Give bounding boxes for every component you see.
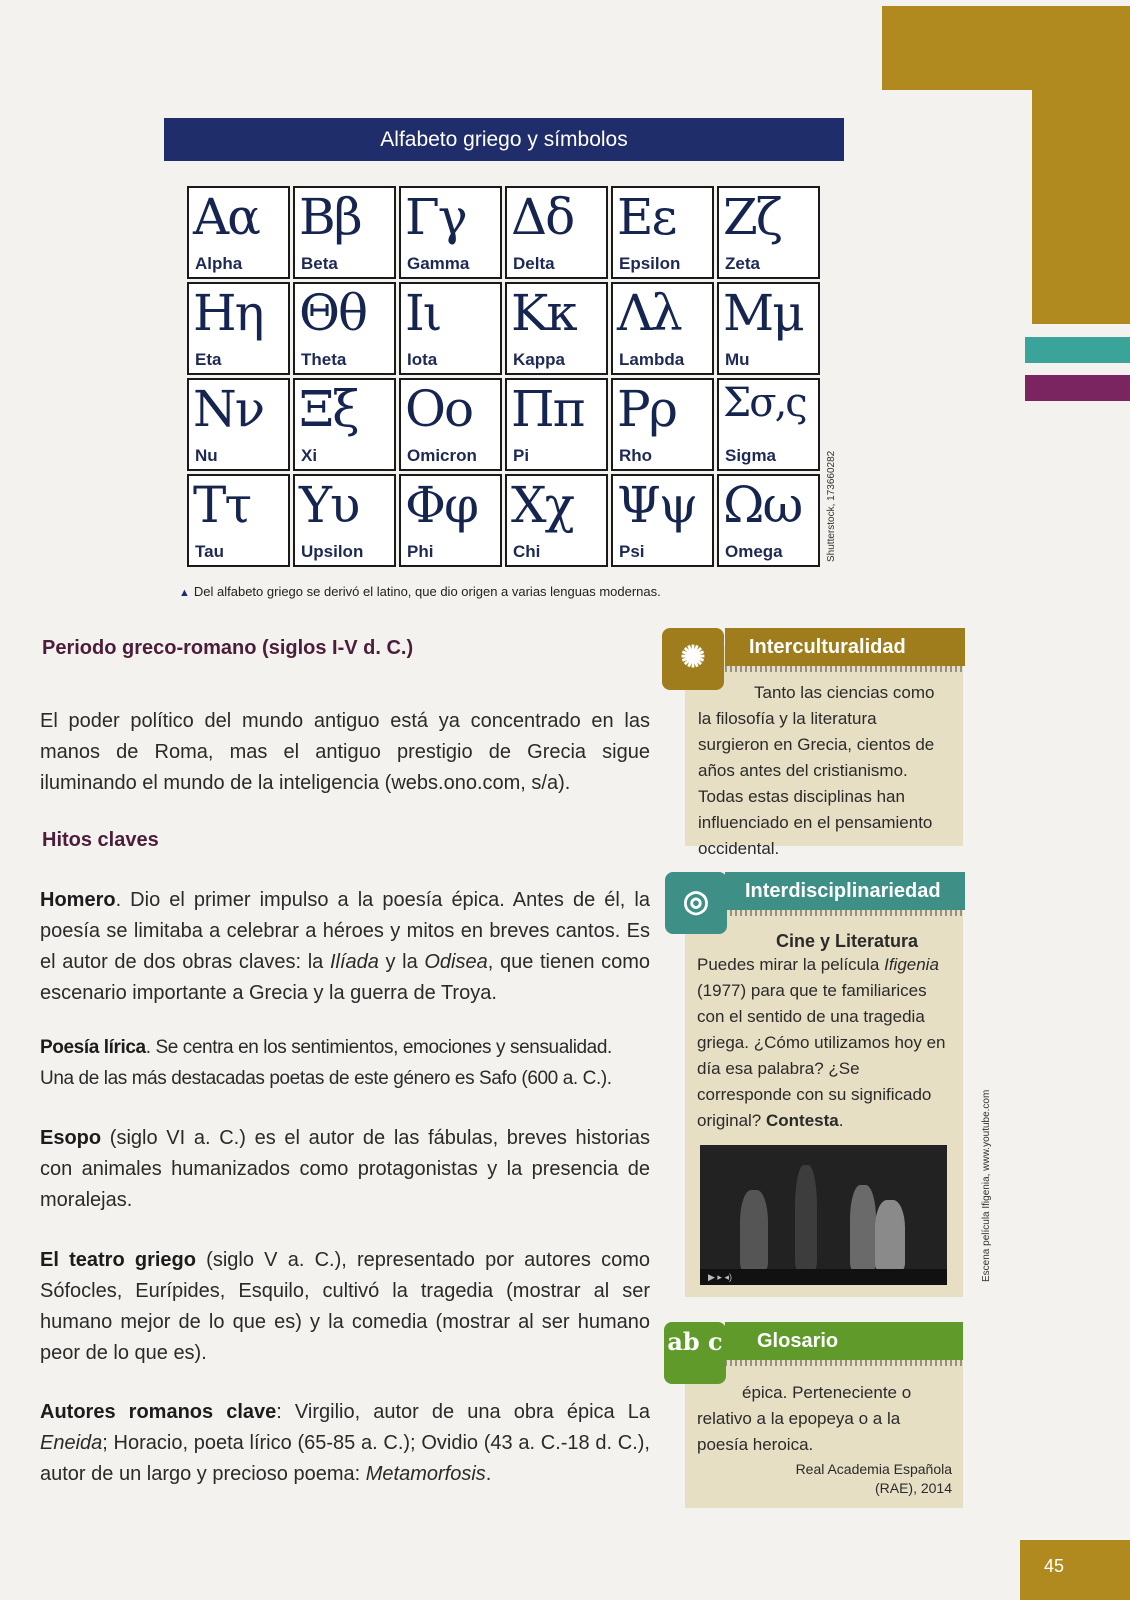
people-icon: ✺ xyxy=(662,628,724,690)
text: . Perteneciente o relativo a la epopeya o a la poesía heroica. xyxy=(697,1383,912,1454)
letter-cell-xi xyxy=(293,378,396,471)
paragraph-romanos xyxy=(40,1397,650,1490)
film-title: Ifigenia xyxy=(884,955,939,974)
letter-glyph: Ππ xyxy=(511,380,584,438)
letter-cell-epsilon xyxy=(611,186,714,279)
letter-glyph: Γγ xyxy=(405,188,466,246)
glosario-definition xyxy=(697,1380,955,1458)
letter-cell-phi xyxy=(399,474,502,567)
letter-cell-lambda xyxy=(611,282,714,375)
video-controls[interactable]: ▶ ▸ ◂) xyxy=(700,1269,947,1285)
letter-cell-theta xyxy=(293,282,396,375)
text: y la xyxy=(378,951,425,973)
letter-glyph: Οο xyxy=(405,380,473,438)
letter-name: Upsilon xyxy=(301,542,364,561)
intro-paragraph: El poder político del mundo antiguo está ya concentrado en las manos de Roma, mas el antiguo prestigio de Grecia sigue iluminando el mundo de la inteligencia (webs.ono.com, s/a). xyxy=(40,710,650,794)
letter-cell-nu xyxy=(187,378,290,471)
letter-name: Alpha xyxy=(195,254,243,273)
letter-glyph: Ββ xyxy=(299,188,361,246)
term-romanos: Autores romanos clave xyxy=(40,1401,277,1423)
page-number: 45 xyxy=(1020,1540,1130,1600)
letter-glyph: Φφ xyxy=(405,476,478,534)
source-line: Real Academia Española xyxy=(795,1461,952,1477)
glossary-ab-icon: ab c xyxy=(664,1322,726,1384)
letter-glyph: Λλ xyxy=(617,284,681,342)
letter-cell-rho xyxy=(611,378,714,471)
letter-cell-upsilon xyxy=(293,474,396,567)
decorative-teal-bar xyxy=(1025,337,1130,363)
text: : Virgilio, autor de una obra xyxy=(276,1401,567,1423)
text: . xyxy=(485,1463,492,1485)
title-eneida: Eneida xyxy=(40,1432,103,1454)
text: (1977) para que te familiarices con el sentido de una tragedia griega. ¿Cómo utilizamos hoy en día esa palabra? ¿Se corresponde con su significado original? xyxy=(697,981,946,1130)
text: (siglo VI a. C.) es el autor de las fábulas, breves historias con animales humanizados como protagonistas y la presencia de moralejas. xyxy=(40,1127,650,1211)
figure-caption xyxy=(179,584,661,599)
hitos-heading: Hitos claves xyxy=(42,829,159,851)
interdisciplinariedad-header xyxy=(725,872,965,910)
letter-name: Eta xyxy=(195,350,222,369)
text: Puedes mirar la película xyxy=(697,955,885,974)
paragraph-lirica xyxy=(40,1032,650,1094)
letter-name: Pi xyxy=(513,446,530,465)
video-credit: Escena película Ifigenia, www.youtube.com xyxy=(981,1089,992,1282)
letter-glyph: Ιι xyxy=(405,284,441,342)
letter-cell-sigma xyxy=(717,378,820,471)
letter-glyph: Ηη xyxy=(193,284,263,342)
letter-glyph: Ωω xyxy=(723,476,802,534)
letter-cell-iota xyxy=(399,282,502,375)
decorative-purple-bar xyxy=(1025,375,1130,401)
interdisciplinariedad-text xyxy=(697,952,955,1134)
letter-cell-zeta xyxy=(717,186,820,279)
title-metamorfosis: Metamorfosis xyxy=(365,1463,486,1485)
letter-glyph: Εε xyxy=(617,188,676,246)
letter-name: Beta xyxy=(301,254,338,273)
caption-text: Del alfabeto griego se derivó el latino, que dio origen a varias lenguas modernas. xyxy=(193,584,661,599)
letter-name: Phi xyxy=(407,542,434,561)
interculturalidad-title: Interculturalidad xyxy=(749,636,906,658)
text: . xyxy=(838,1111,844,1130)
gears-icon: ◎ xyxy=(665,872,727,934)
letter-cell-psi xyxy=(611,474,714,567)
text-epica: épica xyxy=(451,889,500,911)
text: . Antes de él, la poesía se limitaba a celebrar a héroes y mitos en breves cantos. Es el autor de dos obras claves: la xyxy=(40,889,650,973)
letter-glyph: Υυ xyxy=(299,476,359,534)
letter-glyph: Ζζ xyxy=(723,188,781,246)
letter-cell-tau xyxy=(187,474,290,567)
letter-glyph: Κκ xyxy=(511,284,576,342)
letter-cell-chi xyxy=(505,474,608,567)
letter-name: Tau xyxy=(195,542,224,561)
glosario-source xyxy=(700,1460,952,1498)
text: La xyxy=(614,1401,650,1423)
letter-name: Xi xyxy=(301,446,318,465)
letter-glyph: Θθ xyxy=(299,284,367,342)
title-odisea: Odisea xyxy=(424,951,488,973)
interdisciplinariedad-title: Interdisciplinariedad xyxy=(745,880,941,902)
glosario-term: épica xyxy=(742,1383,783,1402)
letter-name: Kappa xyxy=(513,350,565,369)
letter-name: Omicron xyxy=(407,446,477,465)
letter-glyph: Ρρ xyxy=(617,380,677,438)
letter-cell-omicron xyxy=(399,378,502,471)
source-line: (RAE), 2014 xyxy=(874,1480,952,1496)
interdisciplinariedad-subtitle: Cine y Literatura xyxy=(776,931,919,951)
letter-glyph: Αα xyxy=(193,188,259,246)
text: ; Horacio, poeta lírico (65-85 a. C.); Ovidio (43 a. C.-18 d. C.), autor de un largo y precioso poema: xyxy=(40,1432,650,1485)
interculturalidad-header xyxy=(725,628,965,666)
letter-name: Iota xyxy=(407,350,438,369)
term-homero: Homero xyxy=(40,889,116,911)
letter-cell-delta xyxy=(505,186,608,279)
letter-glyph: Δδ xyxy=(511,188,574,246)
letter-glyph: Σσ,ς xyxy=(723,380,806,426)
letter-cell-gamma xyxy=(399,186,502,279)
letter-cell-beta xyxy=(293,186,396,279)
letter-glyph: Ξξ xyxy=(299,380,358,438)
interculturalidad-text: Tanto las ciencias como la filosofía y la literatura surgieron en Grecia, cientos de años antes del cristianismo. Todas estas disciplinas han influenciado en el pensamiento occidental. xyxy=(698,683,935,858)
letter-glyph: Μμ xyxy=(723,284,803,342)
alphabet-grid xyxy=(187,186,820,567)
letter-name: Chi xyxy=(513,542,541,561)
letter-name: Lambda xyxy=(619,350,685,369)
letter-glyph: Ψψ xyxy=(617,476,697,534)
paragraph-homero xyxy=(40,885,650,1009)
letter-name: Gamma xyxy=(407,254,470,273)
text: , que tienen como escenario importante a Grecia y la guerra de Troya. xyxy=(40,951,650,1004)
decorative-gold-band-cutout xyxy=(882,90,1032,324)
letter-glyph: Ττ xyxy=(193,476,251,534)
letter-glyph: Νν xyxy=(193,380,264,438)
paragraph-teatro xyxy=(40,1245,650,1369)
letter-name: Epsilon xyxy=(619,254,681,273)
letter-glyph: Χχ xyxy=(511,476,573,534)
letter-name: Omega xyxy=(725,542,783,561)
term-teatro: El teatro griego xyxy=(40,1249,196,1271)
letter-cell-eta xyxy=(187,282,290,375)
term-lirica: Poesía lírica xyxy=(40,1037,146,1058)
letter-cell-omega xyxy=(717,474,820,567)
letter-name: Rho xyxy=(619,446,653,465)
text: . Dio el primer impulso a la poesía xyxy=(115,889,452,911)
letter-name: Delta xyxy=(513,254,555,273)
title-iliada: Ilíada xyxy=(329,951,379,973)
letter-name: Psi xyxy=(619,542,645,561)
letter-name: Theta xyxy=(301,350,347,369)
paragraph-esopo xyxy=(40,1123,650,1216)
image-credit: Shutterstock, 173660282 xyxy=(826,450,837,562)
glosario-title: Glosario xyxy=(757,1330,839,1352)
text: . Se centra en los sentimientos, emociones y sensualidad. Una de las más destacadas poetas de este género es Safo (600 a. C.). xyxy=(40,1037,612,1089)
letter-name: Sigma xyxy=(725,446,777,465)
letter-cell-kappa xyxy=(505,282,608,375)
text: (siglo V a. C.), representado por autores como Sófocles, Eurípides, Esquilo, cultivó la tragedia (mostrar al ser humano mejor de lo que es) y la comedia (mostrar al ser humano peor de lo que es). xyxy=(40,1249,650,1364)
letter-name: Nu xyxy=(195,446,218,465)
term-esopo: Esopo xyxy=(40,1127,102,1149)
letter-cell-alpha xyxy=(187,186,290,279)
contesta-label: Contesta xyxy=(766,1111,839,1130)
film-still-image[interactable] xyxy=(700,1145,947,1285)
glosario-header xyxy=(725,1322,963,1360)
letter-cell-mu xyxy=(717,282,820,375)
triangle-icon: ▲ xyxy=(179,587,190,599)
section-heading: Periodo greco-romano (siglos I-V d. C.) xyxy=(42,637,414,659)
letter-cell-pi xyxy=(505,378,608,471)
text-epica: épica xyxy=(566,1401,615,1423)
letter-name: Zeta xyxy=(725,254,760,273)
letter-name: Mu xyxy=(725,350,750,369)
alphabet-title: Alfabeto griego y símbolos xyxy=(164,118,844,161)
